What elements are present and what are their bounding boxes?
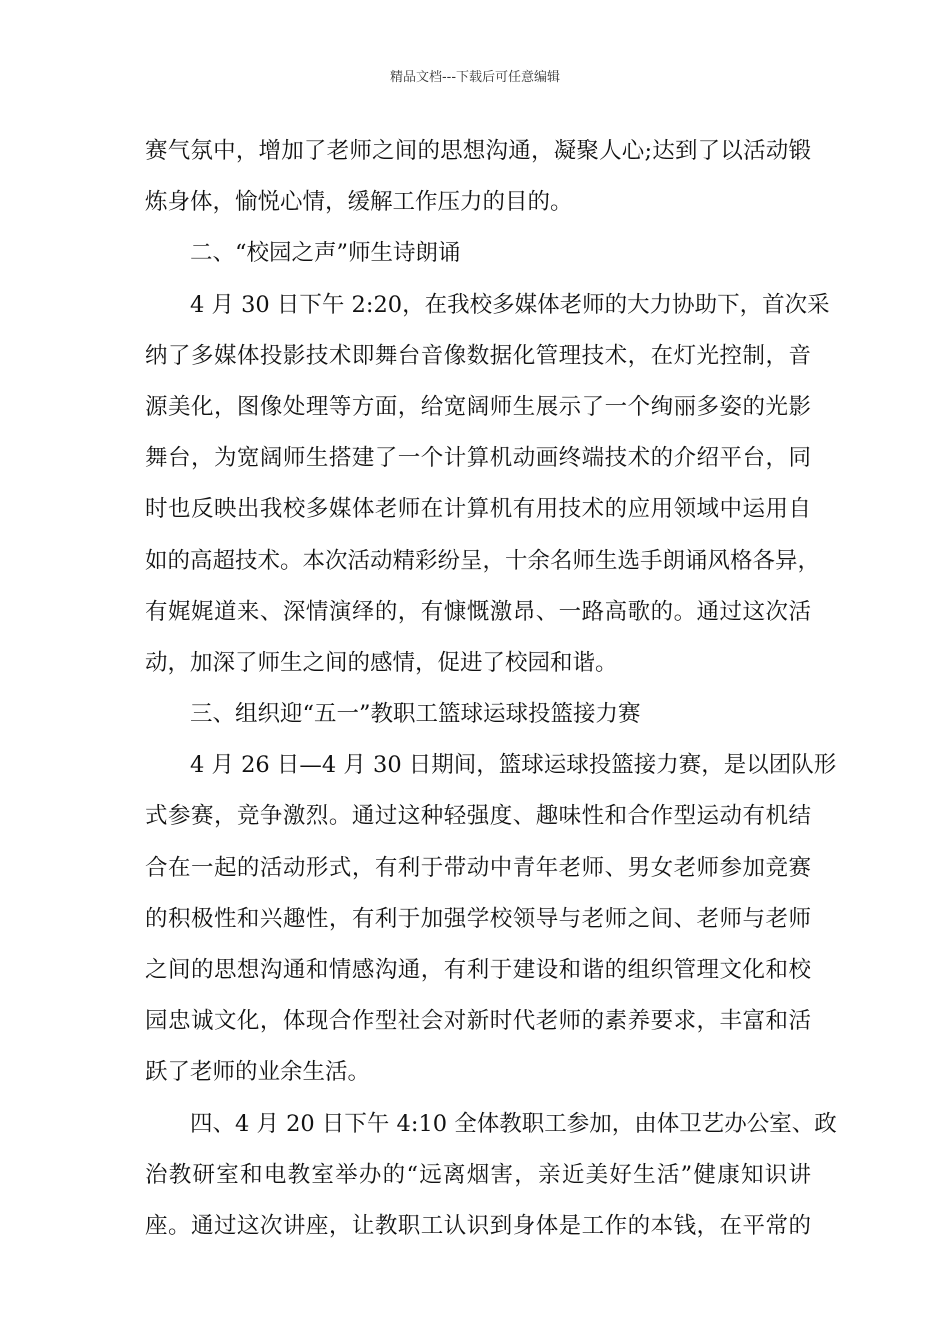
page-header: 精品文档---下载后可任意编辑 <box>389 70 561 85</box>
text-line: 有娓娓道来、深情演绎的，有慷慨激昂、一路高歌的。通过这次活 <box>145 598 811 625</box>
text-line: 动，加深了师生之间的感情，促进了校园和谐。 <box>145 649 618 676</box>
text-line: 治教研室和电教室举办的“远离烟害，亲近美好生活”健康知识讲 <box>145 1161 811 1188</box>
text-line: 合在一起的活动形式，有利于带动中青年老师、男女老师参加竞赛 <box>145 854 811 881</box>
text-line: 式参赛，竞争激烈。通过这种轻强度、趣味性和合作型运动有机结 <box>145 803 811 830</box>
text-line: 三、组织迎“五一”教职工篮球运球投篮接力赛 <box>190 701 641 728</box>
document-body <box>145 126 837 1252</box>
text-line: 源美化，图像处理等方面，给宽阔师生展示了一个绚丽多姿的光影 <box>145 393 811 420</box>
text-line: 时也反映出我校多媒体老师在计算机有用技术的应用领域中运用自 <box>145 496 811 523</box>
text-line: 赛气氛中，增加了老师之间的思想沟通，凝聚人心;达到了以活动锻 <box>145 138 811 164</box>
text-line: 园忠诚文化，体现合作型社会对新时代老师的素养要求，丰富和活 <box>145 1008 811 1035</box>
text-line: 的积极性和兴趣性，有利于加强学校领导与老师之间、老师与老师 <box>145 905 811 932</box>
text-line: 之间的思想沟通和情感沟通，有利于建设和谐的组织管理文化和校 <box>145 957 811 983</box>
text-line: 4 月 26 日—4 月 30 日期间，篮球运球投篮接力赛，是以团队形 <box>190 752 837 779</box>
text-line: 炼身体，愉悦心情，缓解工作压力的目的。 <box>145 189 573 216</box>
text-line: 舞台，为宽阔师生搭建了一个计算机动画终端技术的介绍平台，同 <box>145 445 811 472</box>
text-line: 座。通过这次讲座，让教职工认识到身体是工作的本钱，在平常的 <box>145 1212 811 1239</box>
text-line: 二、“校园之声”师生诗朗诵 <box>190 240 461 267</box>
text-line: 跃了老师的业余生活。 <box>145 1059 371 1086</box>
text-line: 四、4 月 20 日下午 4:10 全体教职工参加，由体卫艺办公室、政 <box>190 1110 837 1137</box>
text-line: 4 月 30 日下午 2:20，在我校多媒体老师的大力协助下，首次采 <box>190 291 830 318</box>
text-line: 纳了多媒体投影技术即舞台音像数据化管理技术，在灯光控制，音 <box>145 342 811 369</box>
text-line: 如的高超技术。本次活动精彩纷呈，十余名师生选手朗诵风格各异， <box>145 547 821 574</box>
